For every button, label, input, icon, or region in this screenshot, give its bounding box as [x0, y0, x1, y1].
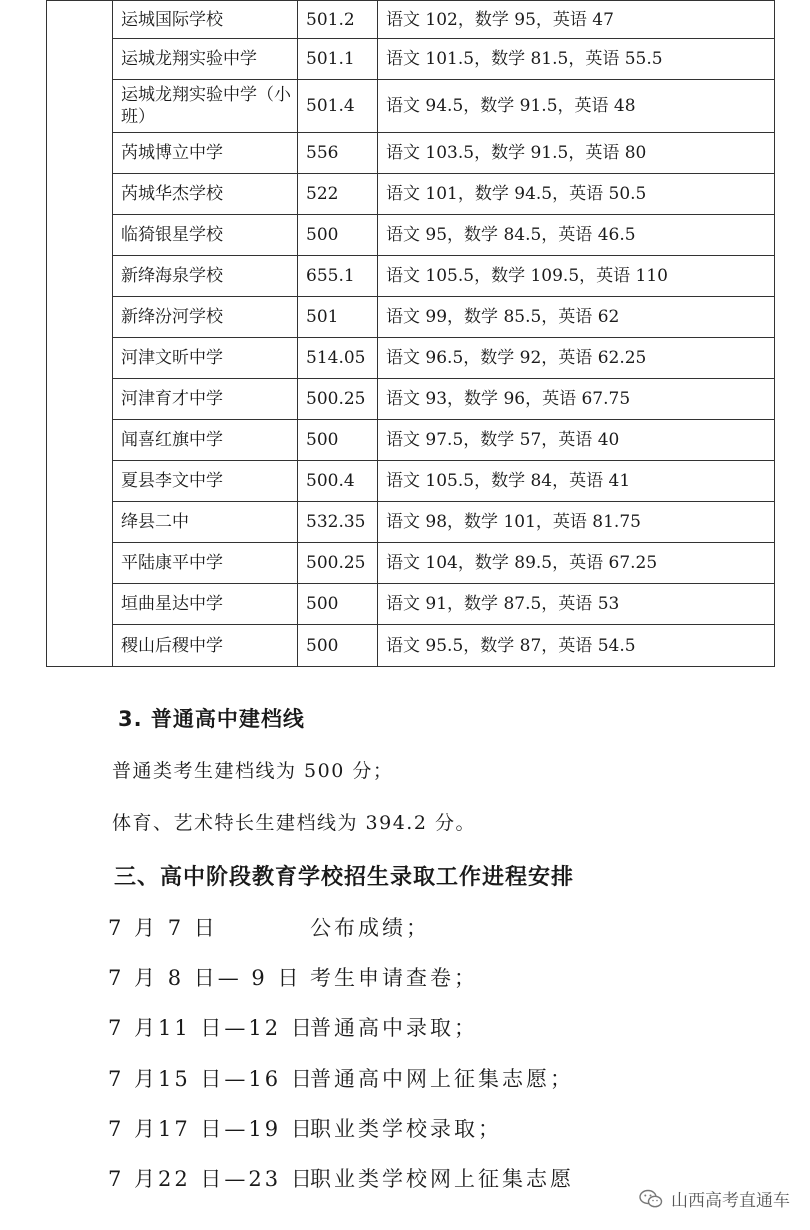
- score-cell: 500: [298, 625, 378, 667]
- schedule-task: 公布成绩；: [310, 916, 430, 940]
- score-cell: 514.05: [298, 338, 378, 379]
- subject-scores-cell: 语文 96.5，数学 92，英语 62.25: [378, 338, 775, 379]
- score-cell: 501.2: [298, 1, 378, 39]
- subject-scores-cell: 语文 93，数学 96，英语 67.75: [378, 379, 775, 420]
- table-row: [47, 379, 775, 420]
- table-row: [47, 625, 775, 667]
- subject-scores-cell: 语文 94.5，数学 91.5，英语 48: [378, 80, 775, 133]
- score-cell: 500: [298, 215, 378, 256]
- score-cell: 522: [298, 174, 378, 215]
- school-cell: 运城龙翔实验中学（小班）: [113, 80, 298, 133]
- subject-scores-cell: 语文 102，数学 95，英语 47: [378, 1, 775, 39]
- subject-scores-cell: 语文 105.5，数学 109.5，英语 110: [378, 256, 775, 297]
- table-row: [47, 215, 775, 256]
- school-cell: 芮城华杰学校: [113, 174, 298, 215]
- subject-scores-cell: 语文 91，数学 87.5，英语 53: [378, 584, 775, 625]
- watermark-text: 山西高考直通车: [671, 1191, 790, 1211]
- schedule-date: 7 月15 日—16 日: [108, 1067, 315, 1091]
- table-row: [47, 461, 775, 502]
- table-row: [47, 584, 775, 625]
- score-cell: 500.25: [298, 543, 378, 584]
- subject-scores-cell: 语文 101.5，数学 81.5，英语 55.5: [378, 39, 775, 80]
- subject-scores-cell: 语文 95.5，数学 87，英语 54.5: [378, 625, 775, 667]
- schedule-task: 普通高中网上征集志愿；: [310, 1067, 574, 1091]
- schedule-task: 职业类学校录取；: [310, 1117, 502, 1141]
- subject-scores-cell: 语文 103.5，数学 91.5，英语 80: [378, 133, 775, 174]
- subject-scores-cell: 语文 101，数学 94.5，英语 50.5: [378, 174, 775, 215]
- score-cell: 501: [298, 297, 378, 338]
- subject-scores-cell: 语文 105.5，数学 84，英语 41: [378, 461, 775, 502]
- table-row: [47, 1, 775, 39]
- score-cell: 500: [298, 584, 378, 625]
- specialty-cutoff-text: 体育、艺术特长生建档线为 394.2 分。: [112, 812, 476, 834]
- school-cell: 运城国际学校: [113, 1, 298, 39]
- school-cell: 稷山后稷中学: [113, 625, 298, 667]
- schedule-task: 考生申请查卷；: [310, 966, 478, 990]
- schedule-date: 7 月 8 日— 9 日: [108, 966, 302, 990]
- schedule-date: 7 月17 日—19 日: [108, 1117, 315, 1141]
- table-row: [47, 543, 775, 584]
- school-cell: 运城龙翔实验中学: [113, 39, 298, 80]
- score-cell: 532.35: [298, 502, 378, 543]
- school-cell: 绛县二中: [113, 502, 298, 543]
- table-row: [47, 133, 775, 174]
- table-row: [47, 338, 775, 379]
- schedule-task: 普通高中录取；: [310, 1016, 478, 1040]
- subject-scores-cell: 语文 99，数学 85.5，英语 62: [378, 297, 775, 338]
- schedule-section-heading: 三、高中阶段教育学校招生录取工作进程安排: [114, 865, 575, 890]
- score-cell: 501.1: [298, 39, 378, 80]
- school-cell: 新绛海泉学校: [113, 256, 298, 297]
- score-cell: 500.25: [298, 379, 378, 420]
- schedule-date: 7 月11 日—12 日: [108, 1016, 315, 1040]
- account-watermark: [633, 1184, 796, 1213]
- subject-scores-cell: 语文 104，数学 89.5，英语 67.25: [378, 543, 775, 584]
- table-row: [47, 174, 775, 215]
- school-cell: 河津育才中学: [113, 379, 298, 420]
- table-row: [47, 420, 775, 461]
- school-cell: 新绛汾河学校: [113, 297, 298, 338]
- school-cell: 垣曲星达中学: [113, 584, 298, 625]
- score-cell: 556: [298, 133, 378, 174]
- score-cell: 501.4: [298, 80, 378, 133]
- table-row: [47, 256, 775, 297]
- score-table: [46, 0, 775, 667]
- score-cell: 500.4: [298, 461, 378, 502]
- table-row: [47, 502, 775, 543]
- schedule-date: 7 月22 日—23 日: [108, 1167, 315, 1191]
- table-row: [47, 80, 775, 133]
- merged-region-cell: [47, 1, 113, 667]
- school-cell: 夏县李文中学: [113, 461, 298, 502]
- school-cell: 临猗银星学校: [113, 215, 298, 256]
- school-cell: 平陆康平中学: [113, 543, 298, 584]
- score-cell: 655.1: [298, 256, 378, 297]
- score-cell: 500: [298, 420, 378, 461]
- schedule-task: 职业类学校网上征集志愿: [310, 1167, 574, 1191]
- subject-scores-cell: 语文 97.5，数学 57，英语 40: [378, 420, 775, 461]
- wechat-icon: [639, 1189, 663, 1209]
- schedule-date: 7 月 7 日: [108, 916, 218, 940]
- school-cell: 河津文昕中学: [113, 338, 298, 379]
- general-cutoff-text: 普通类考生建档线为 500 分；: [112, 760, 394, 782]
- table-row: [47, 297, 775, 338]
- section-3-heading: 3. 普通高中建档线: [118, 707, 305, 731]
- table-row: [47, 39, 775, 80]
- school-cell: 芮城博立中学: [113, 133, 298, 174]
- subject-scores-cell: 语文 98，数学 101，英语 81.75: [378, 502, 775, 543]
- subject-scores-cell: 语文 95，数学 84.5，英语 46.5: [378, 215, 775, 256]
- school-cell: 闻喜红旗中学: [113, 420, 298, 461]
